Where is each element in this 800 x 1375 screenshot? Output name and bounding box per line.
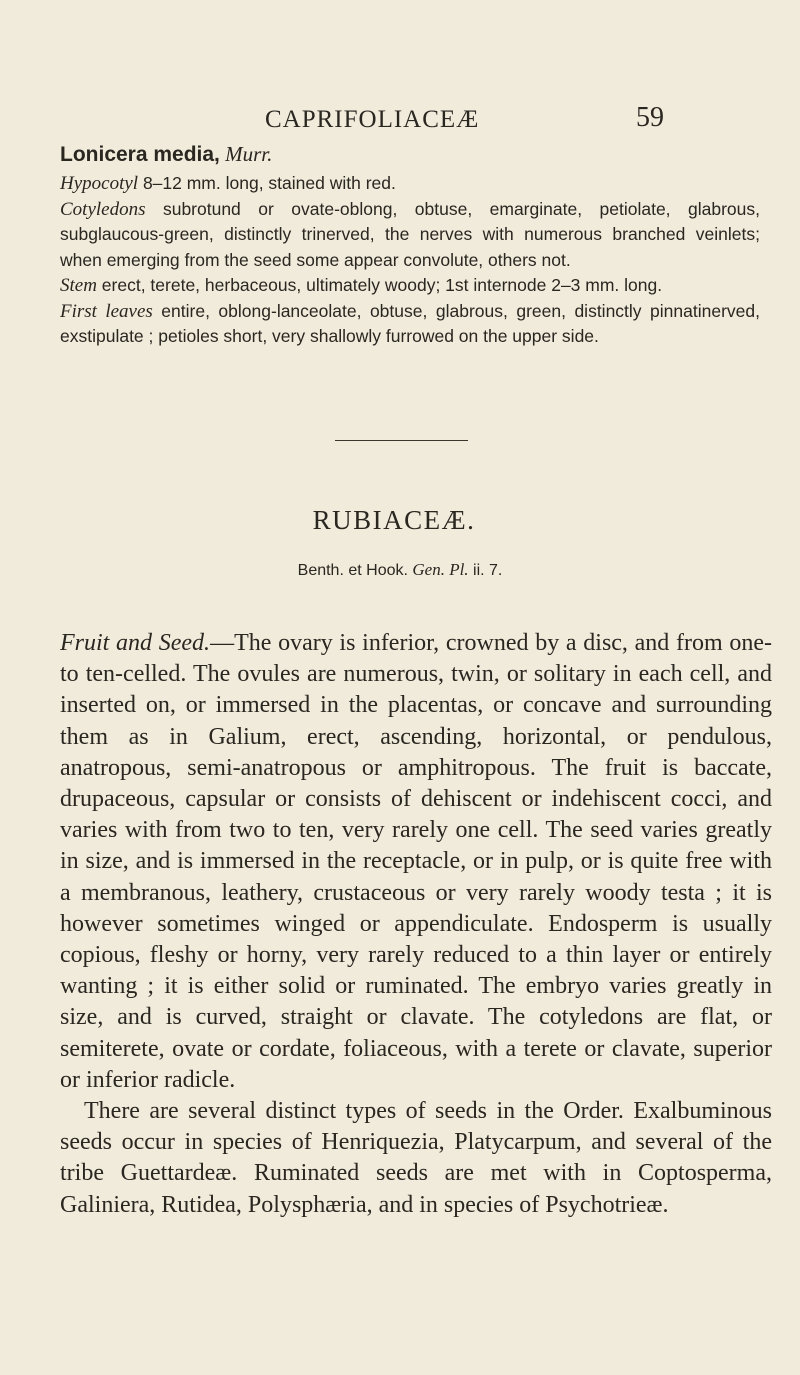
species-name: Lonicera media, [60, 143, 220, 166]
page-number: 59 [636, 102, 664, 133]
description-text: erect, terete, herbaceous, ultimately woody; 1st internode 2–3 mm. long. [96, 275, 663, 295]
reference-work: Gen. Pl. [412, 560, 469, 579]
term-label: Hypocotyl [60, 173, 139, 194]
running-title: CAPRIFOLIACEÆ [265, 106, 480, 133]
term-label: Cotyledons [60, 198, 146, 220]
family-name: RUBIACEÆ. [312, 505, 476, 535]
family-description [60, 628, 772, 1221]
description-text: 8–12 mm. long, stained with red. [138, 173, 396, 193]
description-text: entire, oblong-lanceolate, obtuse, glabrous, green, distinctly pinnatinerved, exstipulate ; petioles short, very shallowly furrowed on the upper side. [60, 300, 760, 346]
term-label: Stem [60, 275, 97, 296]
paragraph-seed-types: There are several distinct types of seeds in the Order. Exalbuminous seeds occur in species of Henriquezia, Platycarpum, and several of the tribe Guettardeæ. Ruminated seeds are met with in Coptosperma, Galiniera, Rutidea, Polysphæria, and in species of Psychotrieæ. [60, 1098, 772, 1218]
family-reference [0, 560, 800, 580]
running-head [0, 102, 800, 136]
species-entry [60, 140, 760, 350]
species-author: Murr. [219, 142, 273, 166]
term-label: First leaves [60, 300, 153, 322]
description-hypocotyl [60, 171, 760, 197]
lead-term: Fruit and Seed. [60, 630, 211, 656]
species-heading [60, 140, 760, 169]
description-text: subrotund or ovate-oblong, obtuse, emarginate, petiolate, glabrous, subglaucous-green, distinctly trinerved, the nerves with numerous branched veinlets; when emerging from the seed some appear convolute, others not. [60, 198, 760, 270]
paragraph-fruit-and-seed [60, 628, 772, 1096]
section-divider [335, 440, 468, 441]
paragraph-text: —The ovary is inferior, crowned by a disc, and from one- to ten-celled. The ovules are numerous, twin, or solitary in each cell, and inserted on, or immersed in the placentas, or concave and surrounding them as in Galium, erect, ascending, horizontal, or pendulous, anatropous, semi-anatropous or amphitropous. The fruit is baccate, drupaceous, capsular or consists of dehiscent or indehiscent cocci, and varies with from two to ten, very rarely one cell. The seed varies greatly in size, and is immersed in the receptacle, or in pulp, or is quite free with a membranous, leathery, crustaceous or very rarely woody testa ; it is however sometimes winged or appendiculate. Endosperm is usually copious, fleshy or horny, very rarely reduced to a thin layer or entirely wanting ; it is either solid or ruminated. The embryo varies greatly in size, and is curved, straight or clavate. The cotyledons are flat, or semiterete, ovate or cordate, foliaceous, with a terete or clavate, superior or inferior radicle. [60, 630, 773, 1093]
description-first-leaves [60, 299, 760, 350]
description-cotyledons [60, 197, 760, 274]
description-stem [60, 273, 760, 299]
reference-authors: Benth. et Hook. [297, 562, 413, 579]
reference-volume: ii. 7. [468, 562, 503, 579]
family-heading [0, 505, 800, 536]
